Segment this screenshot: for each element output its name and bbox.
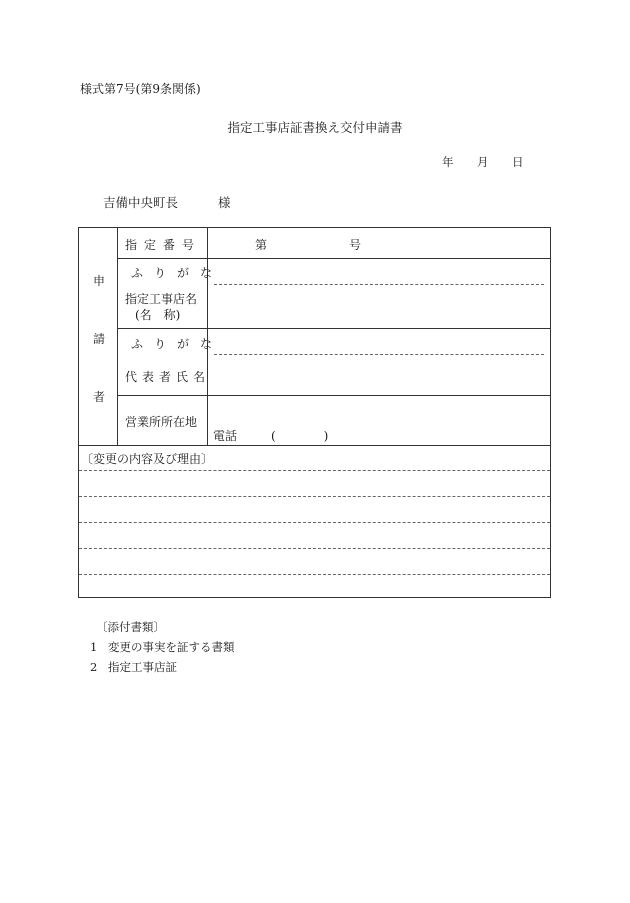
row-divider	[117, 328, 550, 329]
form-number: 様式第7号(第9条関係)	[80, 82, 201, 96]
attachment-item	[90, 659, 177, 675]
attachment-item	[90, 639, 235, 655]
application-form-table	[78, 227, 551, 598]
row-divider	[117, 258, 550, 259]
representative-furigana-label: ふりがな	[131, 337, 224, 351]
phone-parentheses: ( )	[271, 429, 329, 443]
document-title: 指定工事店証書換え交付申請書	[227, 120, 403, 135]
applicant-label-char: 請	[93, 332, 106, 346]
attachment-item-text: 変更の事実を証する書類	[108, 640, 235, 654]
addressee-name: 吉備中央町長	[103, 195, 179, 210]
change-reason-line	[79, 470, 550, 471]
date-day-label: 日	[512, 155, 524, 169]
representative-name-label: 代表者氏名	[125, 370, 211, 384]
attachment-item-number: 2	[90, 660, 98, 674]
section-divider	[79, 445, 550, 446]
applicant-column-divider	[117, 228, 118, 445]
row-divider	[117, 395, 550, 396]
addressee-honorific: 様	[218, 195, 231, 210]
representative-furigana-line	[214, 354, 544, 355]
date-year-label: 年	[442, 155, 454, 169]
designation-number-label: 指定番号	[125, 238, 202, 252]
store-name-sublabel: (名 称)	[135, 308, 181, 322]
change-reason-line	[79, 574, 550, 575]
office-address-label: 営業所所在地	[125, 415, 198, 429]
change-reason-line	[79, 522, 550, 523]
applicant-label-char: 申	[93, 274, 106, 288]
store-name-label: 指定工事店名	[125, 292, 198, 306]
change-reason-line	[79, 496, 550, 497]
designation-number-go: 号	[349, 238, 362, 252]
change-reason-line	[79, 548, 550, 549]
change-reason-label: 〔変更の内容及び理由〕	[81, 452, 214, 466]
attachments-title: 〔添付書類〕	[96, 620, 165, 634]
designation-number-dai: 第	[255, 238, 268, 252]
store-name-furigana-line	[214, 284, 544, 285]
attachment-item-number: 1	[90, 640, 98, 654]
attachment-item-text: 指定工事店証	[108, 660, 177, 674]
applicant-label-char: 者	[93, 390, 106, 404]
store-name-furigana-label: ふりがな	[131, 266, 224, 280]
date-month-label: 月	[477, 155, 489, 169]
phone-label: 電話	[213, 429, 238, 443]
